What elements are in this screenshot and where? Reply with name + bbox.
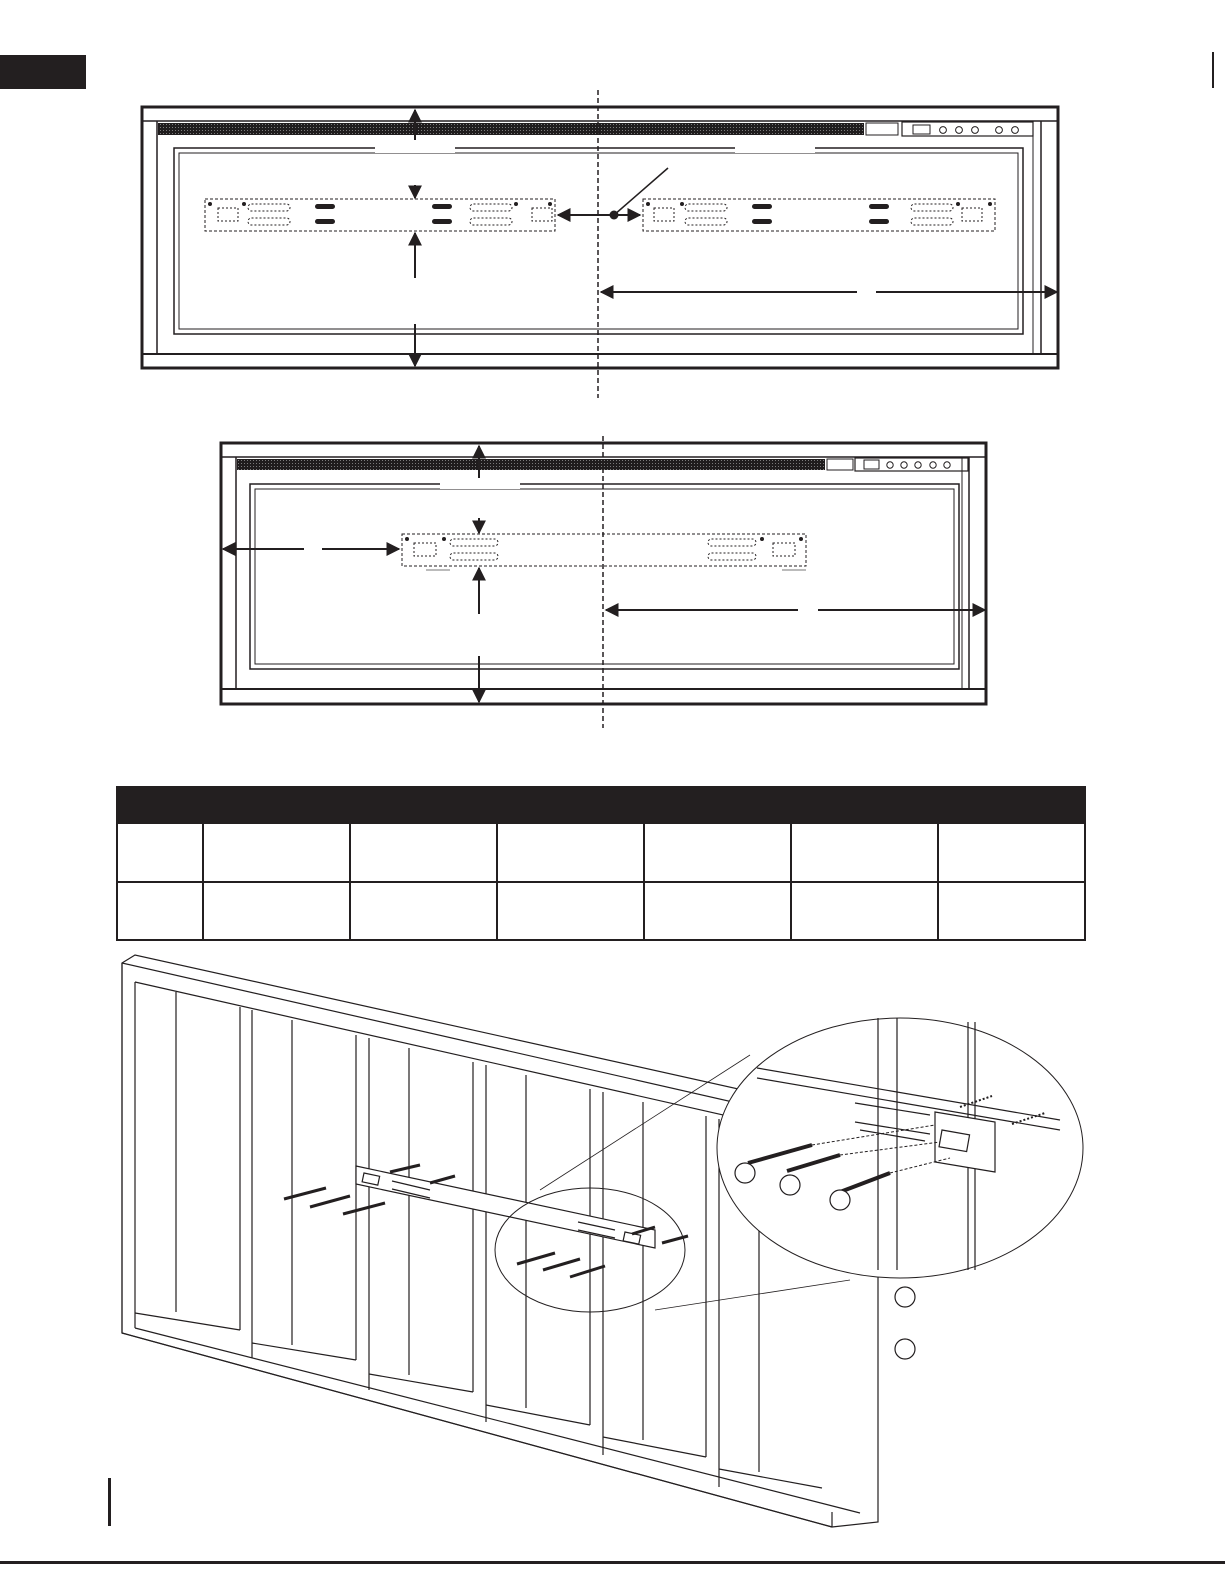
callout-1 [735, 1163, 755, 1183]
table-cell [497, 882, 644, 941]
glass-panel [250, 484, 959, 669]
legend-callout-1 [895, 1287, 915, 1307]
table-cell [938, 882, 1085, 941]
spec-table [116, 786, 1086, 941]
table-cell [791, 823, 938, 882]
table-cell [117, 823, 203, 882]
narrow-unit-front-view [221, 436, 986, 728]
wide-unit-front-view [142, 90, 1058, 398]
callout-3 [830, 1190, 850, 1210]
mount-bracket-right [643, 199, 995, 231]
table-row [117, 823, 1085, 882]
table-cell [938, 823, 1085, 882]
table-row [117, 882, 1085, 941]
callout-2 [780, 1175, 800, 1195]
table-cell [203, 882, 350, 941]
bottom-rule [0, 1561, 1225, 1564]
table-cell [791, 882, 938, 941]
legend-callout-2 [895, 1339, 915, 1359]
table-cell [644, 882, 791, 941]
page-number-rule [108, 1478, 111, 1526]
table-cell [350, 882, 497, 941]
table-cell [203, 823, 350, 882]
speaker-grille [237, 459, 825, 470]
wall-frame [122, 955, 878, 1527]
table-cell [350, 823, 497, 882]
wall-frame-installation [122, 955, 1083, 1527]
detail-magnifier [717, 1018, 1083, 1278]
table-header [117, 787, 1085, 823]
speaker-grille [158, 123, 864, 135]
table-header-row [117, 787, 1085, 823]
table-cell [644, 823, 791, 882]
table-cell [117, 882, 203, 941]
table-cell [497, 823, 644, 882]
